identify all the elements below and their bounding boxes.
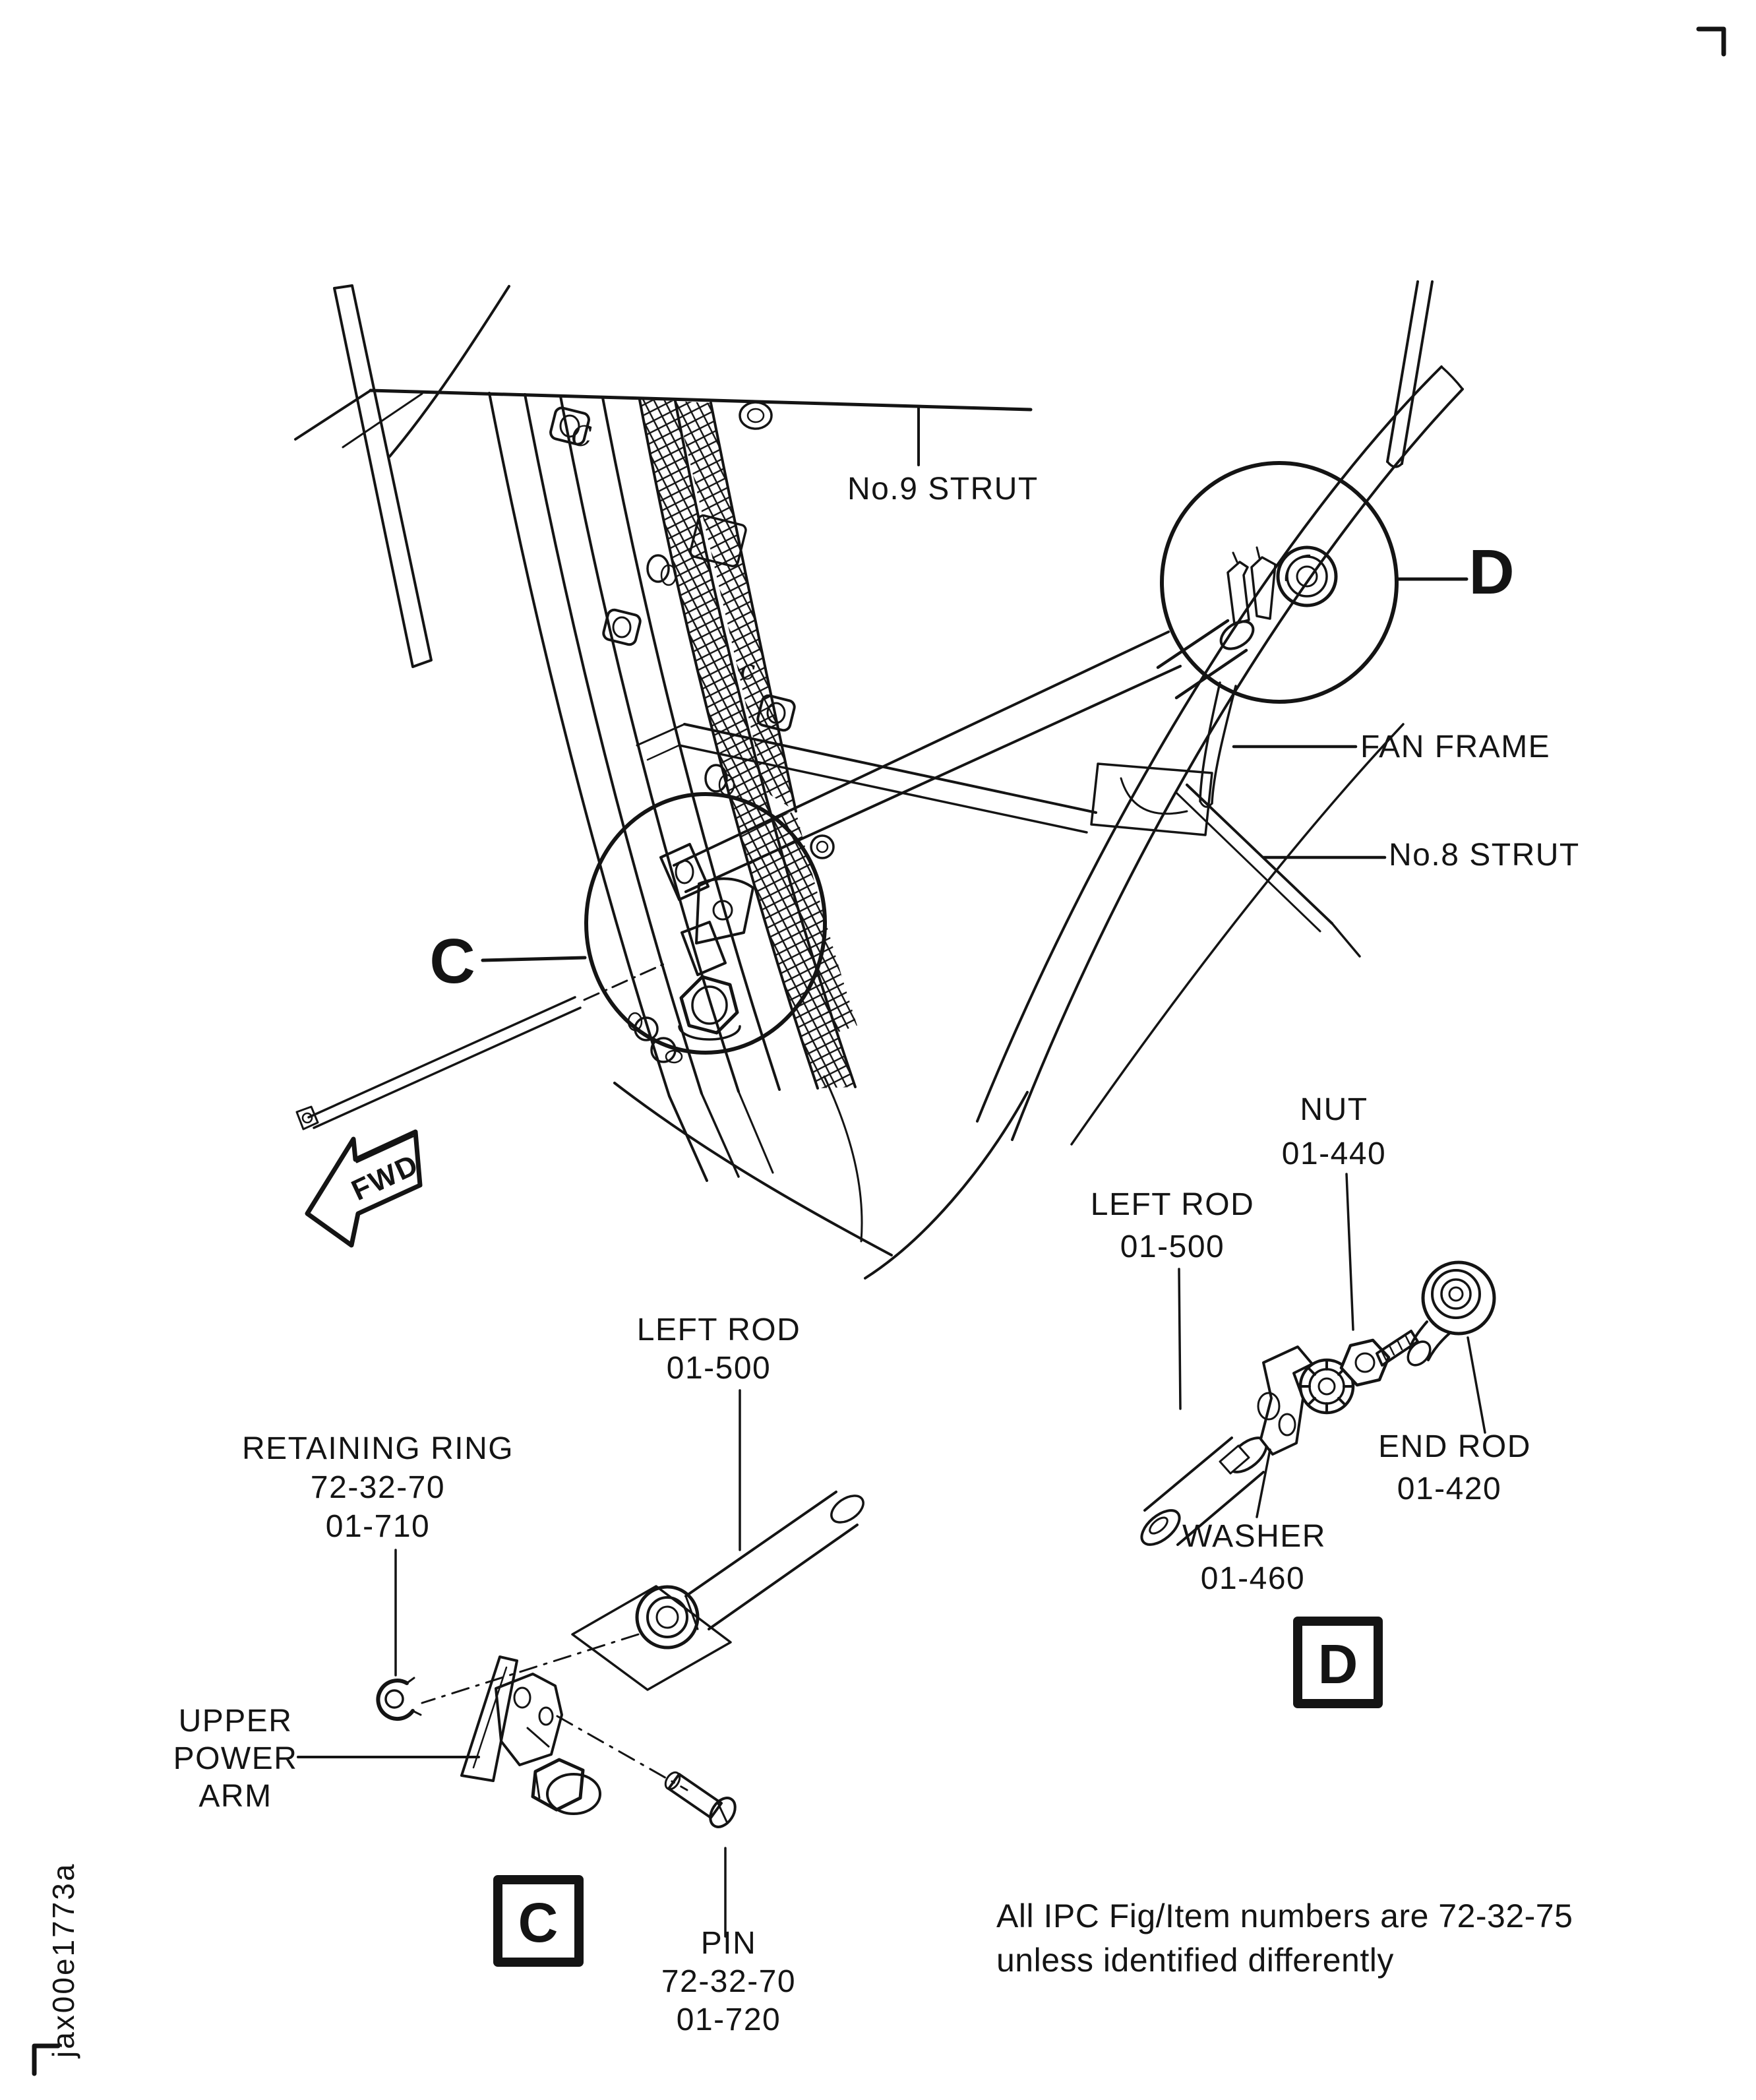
clevis-slot	[528, 1728, 549, 1746]
nut-fig: 01-440	[1281, 1136, 1387, 1171]
retaining-ring-hole	[386, 1690, 403, 1708]
footnote-line1: All IPC Fig/Item numbers are 72-32-75	[996, 1898, 1573, 1934]
callout-d-letter: D	[1468, 537, 1515, 607]
fwd-arrow	[307, 1132, 424, 1245]
end-rod-leader	[1468, 1338, 1485, 1433]
strut-rivet	[811, 836, 833, 858]
callout-c-letter: C	[429, 926, 475, 997]
pin-body	[669, 1774, 721, 1818]
backing-plate	[572, 1586, 731, 1690]
stamp-letter-c-upper: C	[571, 420, 593, 452]
clevis-hole	[514, 1688, 530, 1708]
detail-d-exploded	[1091, 1092, 1531, 1704]
flange-hook-2	[648, 745, 679, 760]
left-rod-fig-d: 01-500	[1120, 1229, 1225, 1264]
retaining-ring-fig2: 01-710	[325, 1509, 431, 1544]
detail-d-box-letter: D	[1317, 1633, 1358, 1695]
strut-grommet	[740, 402, 772, 429]
strut-foot-line	[739, 1092, 773, 1173]
lower-rod-clevis	[297, 1107, 318, 1129]
no8-strut-line-2	[1176, 793, 1320, 931]
left-rod-leader-d	[1179, 1269, 1180, 1409]
corner-mark-top-right	[1699, 29, 1724, 54]
callout-c-leader	[483, 958, 585, 960]
main-illustration	[295, 282, 1463, 1278]
retaining-ring-part	[378, 1681, 413, 1719]
fwd-arrow-label: FWD	[346, 1148, 424, 1208]
detail-circle-d	[1158, 463, 1397, 702]
fan-frame-arc-bridge	[1441, 367, 1463, 389]
overview-labels	[429, 407, 1579, 997]
left-rod-tube-cap	[827, 1491, 868, 1528]
rod-clamp-tab	[1233, 547, 1259, 562]
left-rod-cyl-bore	[1147, 1515, 1170, 1537]
left-rod-tube-line	[686, 1492, 836, 1596]
aft-panel-line	[1402, 282, 1432, 464]
pin-fig2: 01-720	[676, 2002, 781, 2037]
upper-power-arm-line3: ARM	[198, 1779, 272, 1814]
pin-label: PIN	[700, 1926, 757, 1961]
no9-strut-label: No.9 STRUT	[847, 472, 1039, 507]
drawing-code: jax00e1773a	[46, 1862, 80, 2058]
strut-rivet-hole	[817, 842, 828, 852]
pin-fig1: 72-32-70	[661, 1964, 797, 1999]
flange-cutout-lip	[1121, 778, 1187, 814]
arm-nut	[533, 1760, 583, 1810]
left-rod-fig-c: 01-500	[666, 1351, 772, 1386]
strut-foot-line	[669, 1096, 707, 1181]
no8-strut-label: No.8 STRUT	[1389, 838, 1580, 873]
no8-strut-tail	[1332, 923, 1360, 956]
upper-power-arm-line2: POWER	[173, 1741, 298, 1776]
clevis-nut-face	[692, 987, 727, 1024]
footnote	[996, 1898, 1573, 1979]
lower-cowl	[297, 964, 1027, 1278]
detail-c-box-letter: C	[518, 1892, 559, 1954]
clevis-bolt-shaft	[682, 922, 725, 975]
rod-end-eye-hole	[657, 1607, 678, 1628]
aft-panel-line	[1387, 282, 1418, 462]
nut-label: NUT	[1300, 1092, 1368, 1127]
panel-strip	[334, 286, 431, 667]
footnote-line2: unless identified differently	[996, 1942, 1394, 1979]
rod-clamp-lug	[1228, 562, 1249, 624]
left-rod-label-d: LEFT ROD	[1090, 1187, 1255, 1222]
lower-rod-pin-hole	[303, 1113, 312, 1123]
no9-strut-band	[489, 393, 857, 1181]
lower-rod-line	[314, 1008, 580, 1128]
lower-rod-line	[309, 997, 575, 1117]
clevis-washer-arc	[679, 1026, 740, 1039]
retaining-ring-label: RETAINING RING	[241, 1431, 514, 1466]
left-rod-label-c: LEFT ROD	[636, 1312, 801, 1347]
cowl-arc	[824, 1076, 862, 1241]
panel-curve	[390, 286, 509, 456]
left-rod-cyl-line	[1145, 1438, 1232, 1510]
strut-bolt-hole	[613, 617, 630, 637]
washer-label: WASHER	[1182, 1519, 1326, 1554]
strut-stud	[648, 555, 669, 582]
upper-power-arm-line1: UPPER	[178, 1704, 293, 1739]
stamp-letter-c-lower: c	[740, 654, 757, 686]
flange-cutout	[1091, 764, 1212, 835]
washer-fig: 01-460	[1200, 1561, 1306, 1596]
fan-frame-inner-arc	[1012, 389, 1463, 1140]
strut-grommet-hole	[748, 409, 764, 422]
strut-line	[489, 393, 669, 1096]
clevis-hole-2	[539, 1708, 553, 1725]
arm-nut-facet	[535, 1772, 539, 1798]
fan-frame-label: FAN FRAME	[1360, 729, 1551, 764]
retaining-ring-fig1: 72-32-70	[310, 1470, 446, 1505]
pin-head-edge	[717, 1802, 727, 1822]
left-rod-tube-line	[709, 1525, 857, 1629]
detail-c-labels	[173, 1312, 801, 2037]
detail-c-exploded	[173, 1312, 868, 2037]
end-rod-fig: 01-420	[1397, 1471, 1502, 1506]
end-rod-label: END ROD	[1378, 1429, 1531, 1464]
cowl-arc	[865, 1092, 1027, 1278]
clevis-lug-hole	[676, 861, 693, 883]
rod-clamp-lug	[1252, 557, 1275, 619]
rod-end-eye-ring	[648, 1597, 687, 1637]
fan-frame-rib-arc	[1072, 724, 1403, 1144]
cowl-arc	[615, 1083, 892, 1255]
nut-leader	[1347, 1174, 1353, 1330]
